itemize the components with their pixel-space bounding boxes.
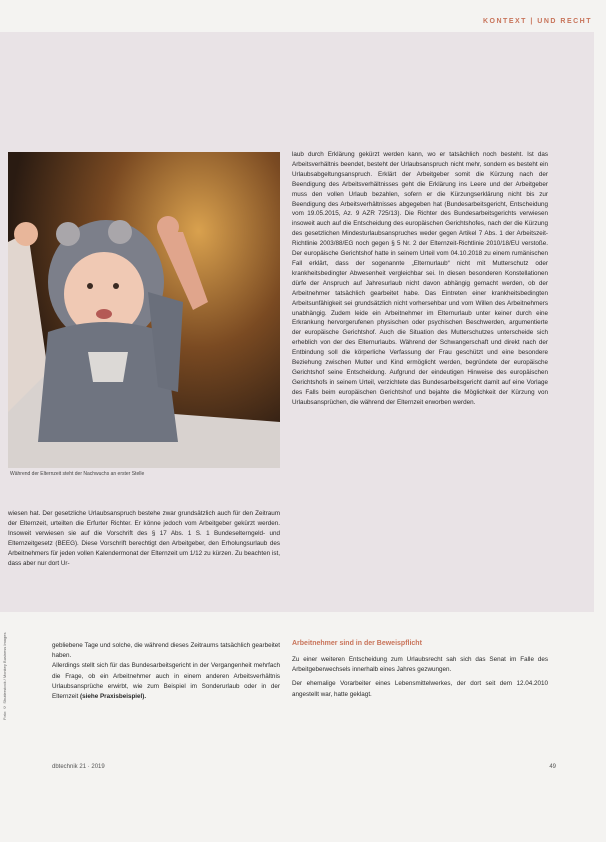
paragraph xyxy=(52,661,280,702)
paragraph-text: Allerdings stellt sich für das Bundesarbeitsgericht in der Vergangenheit mehrfach die Frage, ob ein Arbeitnehmer auch in einem anderen Arbeitsverhältnis Urlaubsansprüche erwirbt, wie zum Beispiel im Sonderurlaub oder in der Elternzeit xyxy=(52,662,280,701)
article-left-bottom xyxy=(52,641,280,702)
article-right-bottom xyxy=(292,640,548,704)
article-left-top xyxy=(8,509,280,568)
section-subhead: Arbeitnehmer sind in der Beweispflicht xyxy=(292,640,422,647)
paragraph: laub durch Erklärung gekürzt werden kann, wo er tatsächlich noch besteht. Ist das Arbeitsverhältnis beendet, besteht der Urlaubsanspruch nicht mehr, sondern es besteht ein Urlaubsabgeltungsanspruch. Erklärt der Arbeitgeber somit die Kürzung nach der Beendigung des Arbeitsverhältnisses geht die Erklärung ins Leere und der Arbeitgeber muss den vollen Urlaub bezahlen, sofern er die Kürzungserklärung nicht bis zur Beendigung des Arbeitsverhältnisses abgegeben hat (Bundesarbeitsgericht, Entscheidung vom 19.05.2015, Az. 9 AZR 725/13). Die Richter des Bundesarbeitsgerichts verwiesen insoweit auch auf die Entscheidung des europäischen Gerichtshofes, nach der die Kürzung des gesetzlichen Mindesturlaubsanspruches weder gegen Artikel 7 Abs. 1 der Arbeitszeit-Richtlinie 2003/88/EG noch gegen § 5 Nr. 2 der Elternzeit-Richtlinie 2010/18/EU verstoße. Der europäische Gerichtshof hatte in seinem Urteil vom 04.10.2018 zu einem rumänischen Fall erklärt, dass der sogenannte „Elternurlaub“ nicht mit Mutterschutz oder krankheitsbedingter Abwesenheit vergleichbar sei. In diesen besonderen Konstellationen dürfe der Anspruch auf Jahresurlaub nicht davon abhängig gemacht werden, ob der Arbeitnehmer tatsächlich gearbeitet habe. Das Eintreten einer krankheitsbedingten Arbeitsunfähigkeit sei grundsätzlich nicht vorhersehbar und vom Willen des Arbeitnehmers unabhängig. Zudem leide ein Arbeitnehmer im Elternurlaub unter keiner durch eine Erkrankung hervorgerufenen physischen oder psychischen Beschwerden, argumentierte der europäische Gerichtshof. Auch die Situation des Mutterschutzes unterscheide sich erheblich von der des Elternurlaubs. Während der Schwangerschaft und direkt nach der Entbindung soll die körperliche Verfassung der Frau geschützt und eine besondere Beziehung zwischen Mutter und Kind ermöglicht werden, begründete der europäische Gerichtshof seine Entscheidung. Aufgrund der eindeutigen Hinweise des europäischen Gerichtshofs in seinem Urteil, verzichtete das Bundesarbeitsgericht damit auf eine Vorlage des Falls beim europäischen Gerichtshof und bejahte die Möglichkeit der Kürzung von Urlaubsansprüchen, die während der Elternzeit erworben werden. xyxy=(292,151,548,406)
article-right-top xyxy=(292,150,548,408)
photo-caption: Während der Elternzeit steht der Nachwuchs an erster Stelle xyxy=(10,471,145,477)
paragraph: wiesen hat. Der gesetzliche Urlaubsanspruch bestehe zwar grundsätzlich auch für den Zeitraum der Elternzeit, urteilten die Erfurter Richter. Er könne jedoch vom Arbeitgeber gekürzt werden. Insoweit verwiesen sie auf die Vorschrift des § 17 Abs. 1 S. 1 Bundeselterngeld- und Elternzeitgesetz (BEEG). Diese Vorschrift berechtigt den Arbeitgeber, den Erholungsurlaub des Arbeitnehmers für jeden vollen Kalendermonat der Elternzeit um 1/12 zu kürzen. Zu beachten ist, dass aber nur dort Ur- xyxy=(8,510,280,567)
paragraph: gebliebene Tage und solche, die während dieses Zeitraums tatsächlich gearbeitet haben. xyxy=(52,642,280,660)
baby-photo xyxy=(8,152,280,468)
photo-credit: Foto: © Shutterstock / Monkey Business Images xyxy=(2,632,7,720)
paragraph: Zu einer weiteren Entscheidung zum Urlaubsrecht sah sich das Senat im Falle des Arbeitgeberwechsels innerhalb eines Jahres gezwungen. xyxy=(292,656,548,674)
reference-link: (siehe Praxisbeispiel). xyxy=(80,693,147,701)
header-tag: KONTEXT | UND RECHT xyxy=(482,18,592,25)
page-number: 49 xyxy=(549,764,556,770)
footer-publication: dbtechnik 21 · 2019 xyxy=(52,764,105,770)
paragraph: Der ehemalige Vorarbeiter eines Lebensmittelwerkes, der dort seit dem 12.04.2010 angestellt war, hatte geklagt. xyxy=(292,680,548,698)
